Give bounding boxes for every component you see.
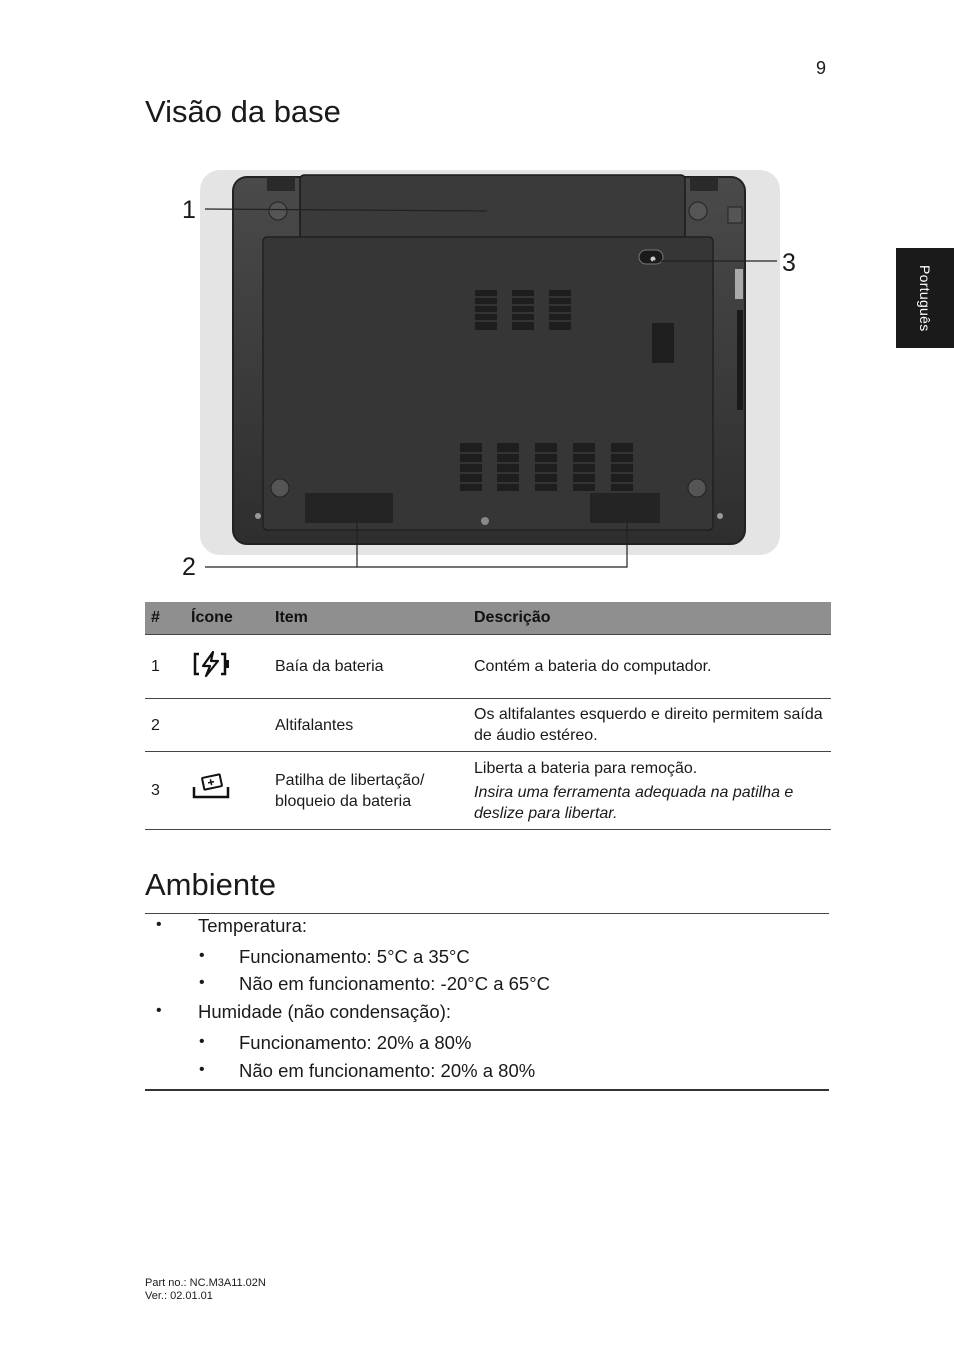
row-description: Os altifalantes esquerdo e direito permitem saída de áudio estéreo. [468, 699, 831, 752]
env-humidity-label: Humidade (não condensação): [198, 1001, 451, 1022]
bullet: • [156, 1002, 162, 1019]
language-tab [896, 248, 954, 348]
row-num: 3 [145, 752, 185, 830]
footer-version: Ver.: 02.01.01 [145, 1290, 213, 1302]
row-num: 1 [145, 635, 185, 699]
table-header-row [145, 602, 831, 635]
row-num: 2 [145, 699, 185, 752]
header-item: Item [269, 602, 468, 635]
row-item: Baía da bateria [269, 635, 468, 699]
battery-icon [185, 635, 269, 699]
bullet: • [199, 1061, 205, 1078]
env-hum-operating: Funcionamento: 20% a 80% [239, 1032, 472, 1053]
bullet: • [156, 916, 162, 933]
env-temp-non-operating: Não em funcionamento: -20°C a 65°C [239, 973, 550, 994]
row-item: Altifalantes [269, 699, 468, 752]
bullet: • [199, 974, 205, 991]
row-description-main: Liberta a bateria para remoção. [474, 759, 698, 777]
table-row [145, 635, 831, 699]
row-description-note: Insira uma ferramenta adequada na patilha e deslize para libertar. [474, 783, 794, 822]
callout-2: 2 [182, 553, 196, 581]
bullet: • [199, 947, 205, 964]
header-num: # [145, 602, 185, 635]
section-title-environment: Ambiente [145, 867, 276, 902]
page-number: 9 [816, 58, 827, 78]
laptop-base-illustration [145, 165, 835, 585]
row-item-line1: Patilha de libertação/ [275, 771, 425, 789]
divider [145, 1089, 829, 1091]
components-table [145, 602, 831, 830]
battery-lock-icon [185, 752, 269, 830]
env-temp-operating: Funcionamento: 5°C a 35°C [239, 946, 470, 967]
header-icon: Ícone [185, 602, 269, 635]
row-item [269, 752, 468, 830]
env-hum-non-operating: Não em funcionamento: 20% a 80% [239, 1060, 536, 1081]
table-row [145, 752, 831, 830]
divider [145, 913, 829, 914]
row-icon-empty [185, 699, 269, 752]
table-row [145, 699, 831, 752]
callout-1: 1 [182, 196, 196, 224]
row-item-line2: bloqueio da bateria [275, 792, 412, 810]
footer-part-no: Part no.: NC.M3A11.02N [145, 1277, 266, 1289]
header-description: Descrição [468, 602, 831, 635]
footer [145, 1277, 266, 1303]
row-description: Contém a bateria do computador. [468, 635, 831, 699]
callout-3: 3 [782, 249, 796, 277]
row-description [468, 752, 831, 830]
language-tab-label: Português [917, 264, 933, 332]
env-temperature-label: Temperatura: [198, 915, 307, 936]
bullet: • [199, 1033, 205, 1050]
section-title-base-view: Visão da base [145, 94, 341, 129]
